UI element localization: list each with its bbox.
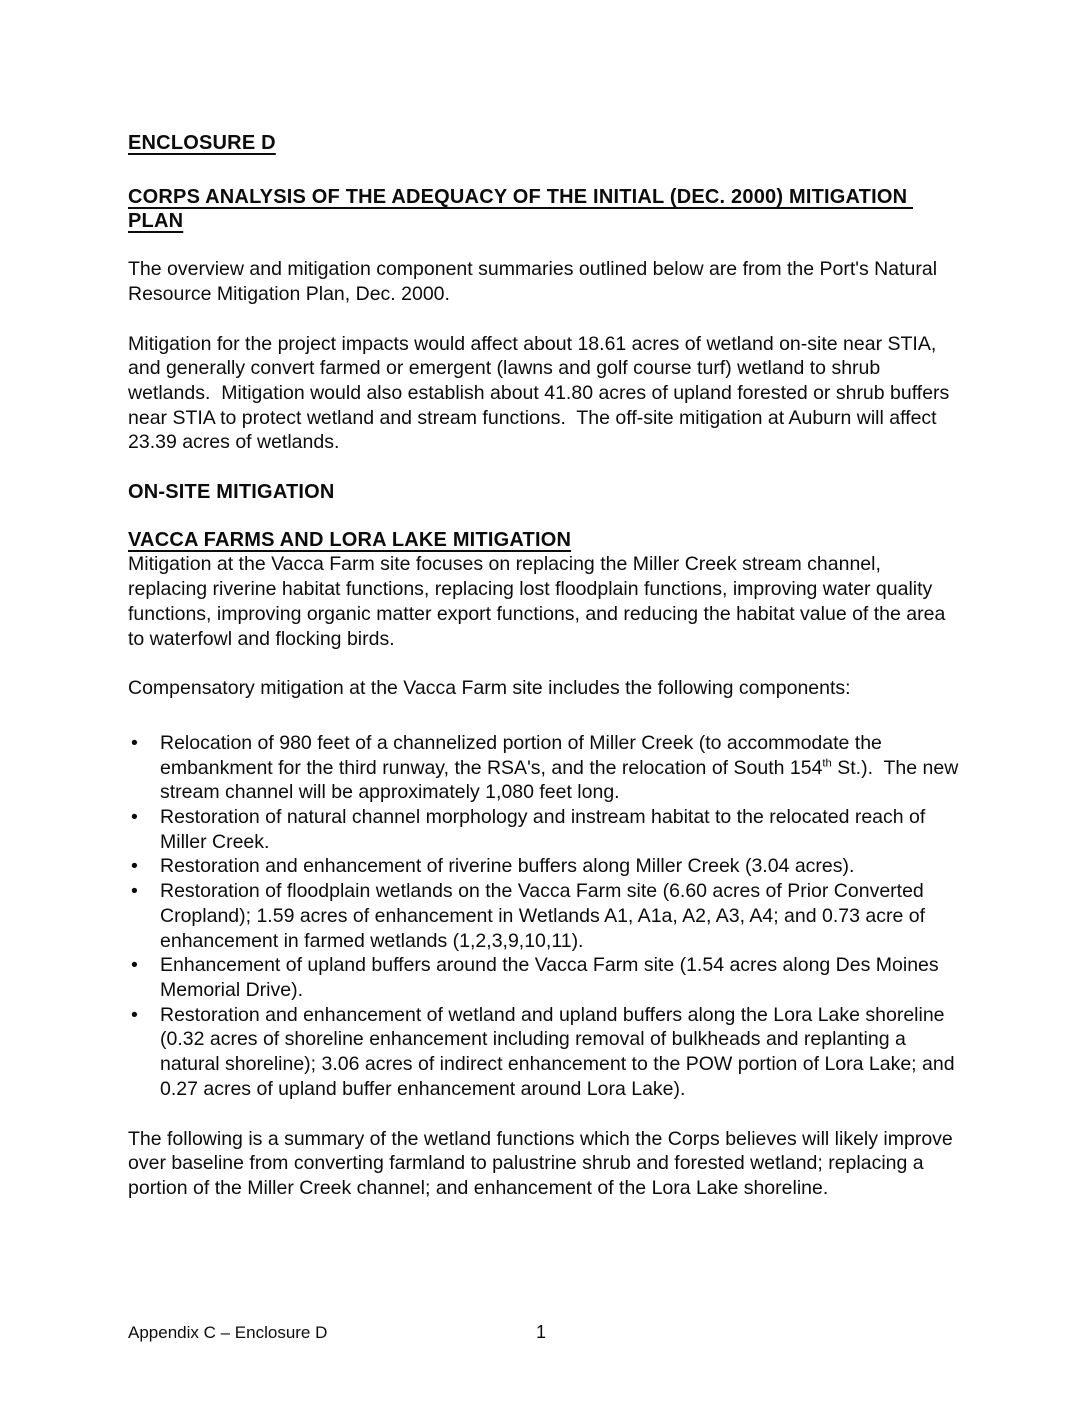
list-item-relocation bbox=[128, 731, 964, 805]
list-item-text: St.). The new stream channel will be approximately 1,080 feet long. bbox=[160, 756, 964, 804]
intro-paragraph: The overview and mitigation component summaries outlined below are from the Port's Natural Resource Mitigation Plan, Dec. 2000. bbox=[128, 258, 943, 305]
superscript-th: th bbox=[822, 757, 832, 770]
list-item-floodplain-wetlands: • Restoration of floodplain wetlands on the Vacca Farm site (6.60 acres of Prior Converted Cropland); 1.59 acres of enhancement in Wetlands A1, A1a, A2, A3, A4; and 0.73 acre of enhancement in farmed wetlands (1,2,3,9,10,11). bbox=[128, 879, 961, 953]
onsite-mitigation-heading: ON-SITE MITIGATION bbox=[128, 481, 335, 504]
list-item-riverine-buffers: • Restoration and enhancement of riverine buffers along Miller Creek (3.04 acres). bbox=[128, 854, 961, 879]
vacca-intro-paragraph: Mitigation at the Vacca Farm site focuses on replacing the Miller Creek stream channel, replacing riverine habitat functions, replacing lost floodplain functions, improving water quality functions, improving organic matter export functions, and reducing the habitat value of the area to waterfowl and flocking birds. bbox=[128, 553, 951, 650]
page-number: 1 bbox=[536, 1322, 547, 1342]
vacca-farms-heading-text: VACCA FARMS AND LORA LAKE MITIGATION bbox=[128, 528, 572, 551]
overview-paragraph: Mitigation for the project impacts would affect about 18.61 acres of wetland on-site near STIA, and generally convert farmed or emergent (lawns and golf course turf) wetland to shrub wetlands. Mitigation would also establish about 41.80 acres of upland forested or shrub buffers near STIA to protect wetland and stream functions. The off-site mitigation at Auburn will affect 23.39 acres of wetlands. bbox=[128, 332, 955, 454]
components-list bbox=[128, 731, 964, 1102]
enclosure-title-text: ENCLOSURE D bbox=[128, 132, 276, 154]
summary-paragraph: The following is a summary of the wetland functions which the Corps believes will likely improve over baseline from converting farmland to palustrine shrub and forested wetland; replacing a portion of the Miller Creek channel; and enhancement of the Lora Lake shoreline. bbox=[128, 1127, 959, 1199]
footer-appendix-label: Appendix C – Enclosure D bbox=[128, 1323, 328, 1342]
list-item-channel-morphology: • Restoration of natural channel morphology and instream habitat to the relocated reach of Miller Creek. bbox=[128, 805, 961, 854]
main-heading bbox=[128, 185, 961, 234]
list-item-lora-lake-shoreline: • Restoration and enhancement of wetland and upland buffers along the Lora Lake shoreline (0.32 acres of shoreline enhancement including removal of bulkheads and replanting a natural shoreline); 3.06 acres of indirect enhancement to the POW portion of Lora Lake; and 0.27 acres of upland buffer enhancement around Lora Lake). bbox=[128, 1003, 961, 1102]
page-footer bbox=[128, 1322, 961, 1343]
list-item-upland-buffers: • Enhancement of upland buffers around the Vacca Farm site (1.54 acres along Des Moines Memorial Drive). bbox=[128, 953, 961, 1002]
document-content bbox=[128, 131, 964, 1201]
list-item-text: Relocation of 980 feet of a channelized portion of Miller Creek (to accommodate the embankment for the third runway, the RSA's, and the relocation of South 154 bbox=[160, 731, 888, 779]
vacca-farms-heading bbox=[128, 528, 961, 553]
components-lead-paragraph: Compensatory mitigation at the Vacca Farm site includes the following components: bbox=[128, 677, 851, 700]
main-heading-line2: PLAN bbox=[128, 210, 184, 233]
main-heading-line1: CORPS ANALYSIS OF THE ADEQUACY OF THE INITIAL (DEC. 2000) MITIGATION bbox=[128, 185, 913, 208]
enclosure-title bbox=[128, 131, 961, 156]
